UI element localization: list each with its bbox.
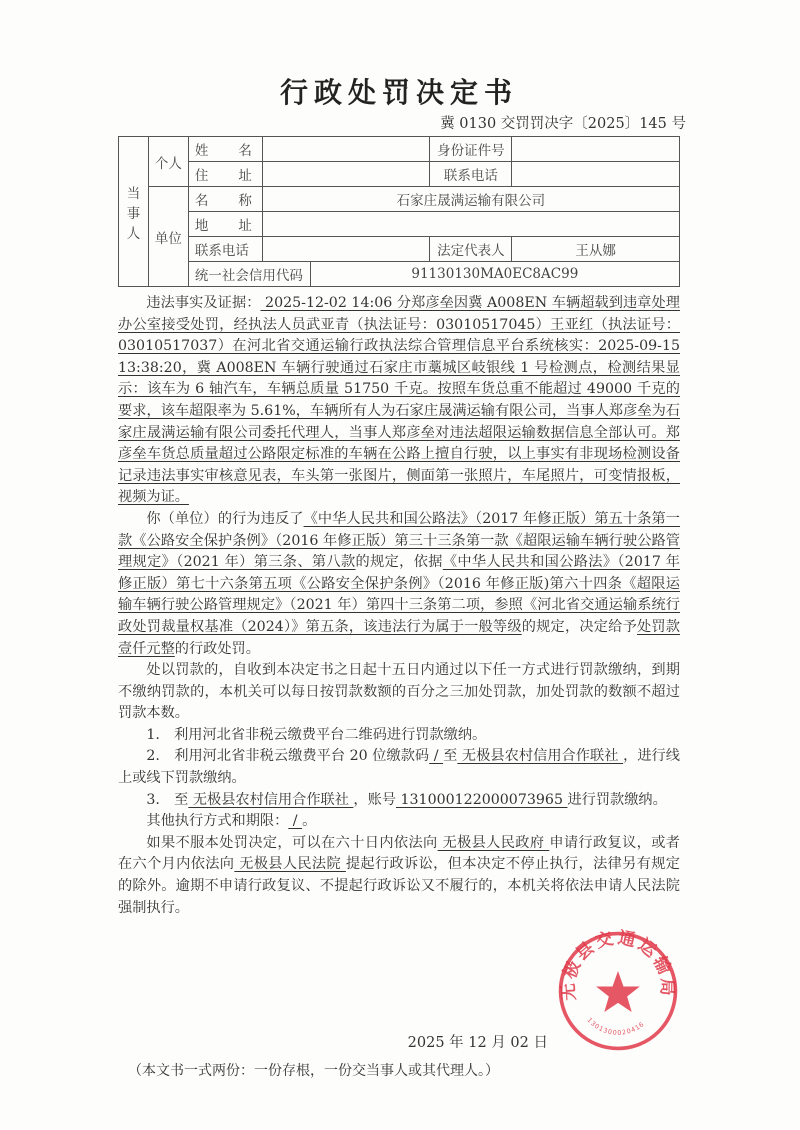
filled-field-text: 无极县农村信用合作联社: [457, 748, 624, 765]
svg-text:1301300020416: 1301300020416: [585, 1016, 647, 1038]
paragraph-text: 申请行政复议，或者在六个月内依法向: [118, 834, 680, 873]
id-value: [512, 137, 680, 162]
name-value: [262, 137, 430, 162]
individual-label: 个人: [148, 137, 188, 187]
paragraph-text: 处以罚款的，自收到本决定书之日起十五日内通过以下任一方式进行罚款缴纳，到期不缴纳罚款的，本机关可以每日按罚款数额的百分之三加处罚款，加处罚款的数额不超过罚款本数。: [118, 662, 680, 722]
paragraph-text: 的行政处罚。: [174, 640, 260, 657]
paragraph-text: 2. 利用河北省非税云缴费平台 20 位缴款码: [146, 748, 430, 765]
filled-field-text: /: [429, 748, 444, 765]
name-label: 姓 名: [188, 137, 262, 162]
filled-field-text: 无极县人民法院: [234, 856, 346, 873]
paragraph-text: 提起行政诉讼，但本决定不停止执行，法律另有规定的除外。逾期不申请行政复议、不提起行政诉讼又不履行的，本机关将依法申请人民法院强制执行。: [118, 856, 680, 916]
unit-phone-label: 联系电话: [188, 237, 262, 262]
document-number: 冀 0130 交罚罚决字〔2025〕145 号: [440, 116, 686, 132]
filled-field-text: 无极县人民政府: [437, 834, 550, 851]
credit-code-label: 统一社会信用代码: [188, 262, 310, 287]
filled-field-text: 《中华人民共和国公路法》（2017 年修正版）第七十六条第五项《公路安全保护条例》（2016 年修正版)第六十四条《超限运输车辆行驶公路管理规定》（2021 年）第四十三条第二项，参照《河北省交通运输系统行政处罚裁量权基准（2024）》第五条，该违法行为属于一般等级: [118, 554, 680, 635]
filled-field-text: 无极县农村信用合作联社: [188, 791, 354, 808]
legal-rep-label: 法定代表人: [430, 237, 512, 262]
paragraph-text: 如果不服本处罚决定，可以在六十日内依法向: [146, 834, 438, 851]
footer-note: （本文书一式两份：一份存根，一份交当事人或其代理人。）: [128, 1063, 499, 1080]
paragraph-text: 其他执行方式和期限：: [146, 813, 289, 830]
party-info-table: [118, 136, 680, 287]
paragraph-text: 违法事实及证据：: [146, 295, 261, 311]
paragraph-text: ，进行线上或线下罚款缴纳。: [118, 748, 680, 787]
document-body: [118, 293, 680, 919]
paragraph-text: 1. 利用河北省非税云缴费平台二维码进行罚款缴纳。: [146, 726, 487, 743]
unit-name-label: 名 称: [188, 187, 262, 212]
paragraph: [118, 790, 680, 812]
paragraph-text: 的规定，依据: [355, 554, 443, 571]
id-label: 身份证件号: [430, 137, 512, 162]
address-value: [262, 162, 430, 187]
filled-field-text: 处罚款壹仟元整: [118, 618, 680, 657]
official-seal-icon: [556, 929, 680, 1053]
unit-phone-value: [262, 237, 430, 262]
unit-address-label: 地 址: [188, 212, 262, 237]
paragraph: [118, 746, 680, 789]
paragraph-text: ，账号: [353, 791, 396, 808]
svg-text:无极县交通运输局: 无极县交通运输局: [558, 929, 677, 1002]
filled-field-text: 2025-12-02 14:06 分郑彦垒因冀 A008EN 车辆超载到违章处理办公室接受处罚，经执法人员武亚青（执法证号：03010517045）王亚红（执法证号：03010517037）在河北省交通运输行政执法综合管理信息平台系统核实：2025-09-15 13:38:20，冀 A008EN 车辆行驶通过石家庄市藁城区岐银线 1 号检测点，检测结果显示：该车为 6 轴汽车，车辆总质量 51750 千克。按照车货总重不能超过 49000 千克的要求，该车超限率为 5.61%，车辆所有人为石家庄晟满运输有限公司，当事人郑彦垒为石家庄晟满运输有限公司委托代理人，当事人郑彦垒对违法超限运输数据信息全部认可。郑彦垒车货总质量超过公路限定标准的车辆在公路上擅自行驶，以上事实有非现场检测设备记录违法事实审核意见表，车头第一张图片，侧面第一张照片，车尾照片，可变情报板，视频为证。: [118, 295, 680, 506]
document-title: 行政处罚决定书: [279, 76, 518, 109]
phone-value: [512, 162, 680, 187]
paragraph-text: 的规定，决定给予: [521, 618, 637, 635]
signature-block: [118, 929, 680, 1053]
filled-field-text: 131000122000073965: [395, 791, 568, 808]
paragraph-text: 进行罚款缴纳。: [567, 791, 667, 808]
paragraph-text: 。: [302, 813, 317, 830]
credit-code-value: 91130130MA0EC8AC99: [310, 262, 679, 287]
address-label: 住 址: [188, 162, 262, 187]
decision-date: 2025 年 12 月 02 日: [407, 1035, 548, 1052]
party-label: 当事人: [119, 137, 149, 287]
filled-field-text: /: [288, 813, 303, 830]
paragraph: [118, 293, 680, 509]
filled-field-text: 《中华人民共和国公路法》（2017 年修正版）第五十条第一款《公路安全保护条例》（2016 年修正版）第三十三条第一款《超限运输车辆行驶公路管理规定》（2021 年）第三条、第八款: [118, 510, 680, 571]
paragraph-text: 3. 至: [146, 791, 189, 808]
paragraph: [118, 811, 680, 833]
paragraph: [118, 660, 680, 725]
unit-name-value: 石家庄晟满运输有限公司: [262, 187, 679, 212]
unit-address-value: [262, 212, 679, 237]
unit-label: 单位: [148, 187, 188, 287]
phone-label: 联系电话: [430, 162, 512, 187]
paragraph-text: 你（单位）的行为违反了: [146, 510, 304, 527]
legal-rep-value: 王从娜: [512, 237, 680, 262]
paragraph: [118, 509, 680, 660]
paragraph: [118, 725, 680, 747]
paragraph: [118, 833, 680, 919]
paragraph-text: 至: [443, 748, 458, 765]
